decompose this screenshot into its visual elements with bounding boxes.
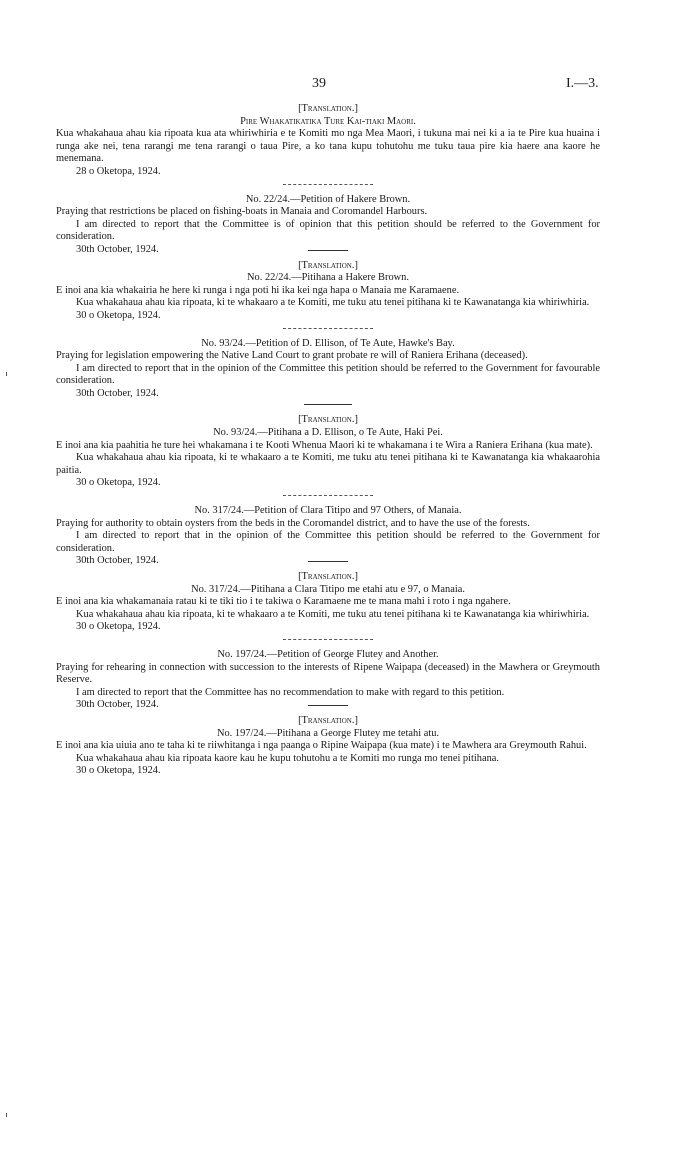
section-divider [283,495,373,496]
petition-prayer: E inoi ana kia whakamanaia ratau ki te tiki tio i te takiwa o Karamaene me te mana mahi i roto i nga ngahere. [56,596,511,608]
section-petition-22-mi [56,260,600,323]
petition-report: I am directed to report that the Committee has no recommendation to make with regard to this petition. [76,686,505,698]
document-body [56,103,600,778]
translation-label: [Translation.] [298,414,358,426]
section-date: 30th October, 1924. [76,699,159,711]
page-number: 39 [312,76,326,91]
petition-prayer: E inoi ana kia uiuia ano te taha ki te riiwhitanga i nga paanga o Ripine Waipapa (kua mate) i te Mawhera ara Greymouth Rahui. [56,740,587,752]
section-date: 30th October, 1924. [76,243,159,255]
petition-report: I am directed to report that in the opinion of the Committee this petition should be referred to the Government for consideration. [56,530,600,554]
petition-report: Kua whakahaua ahau kia ripoata, ki te whakaaro a te Komiti, me tuku atu tenei pitihana ki te Kawanatanga kia whiriwhiria. [76,297,590,309]
petition-report: I am directed to report that in the opinion of the Committee this petition should be referred to the Government for favourable consideration. [56,362,600,387]
section-title: No. 22/24.—Pitihana a Hakere Brown. [247,272,409,284]
petition-report: Kua whakahaua ahau kia ripoata, ki te whakaaro a te Komiti, me tuku atu tenei pitihana ki te Kawanatanga kia whiriwhiria. [76,608,590,620]
section-divider [283,184,373,185]
section-maori-intro [56,103,600,179]
section-divider [304,404,352,405]
section-body: Kua whakahaua ahau kia ripoata kua ata whiriwhiria e te Komiti mo nga Mea Maori, i tukuna mai nei ki a ia te Pire kua huaina i runga ake nei, tena rarangi me tena rarangi o taua Pire, a ko tana kupu tohutohu me tuku taua pire kia haere ana kaore he menemana. [56,128,600,165]
translation-label: [Translation.] [298,571,358,582]
section-date: 30 o Oketopa, 1924. [76,477,161,489]
section-date: 28 o Oketopa, 1924. [76,165,161,177]
petition-prayer: Praying for legislation empowering the Native Land Court to grant probate re will of Raniera Erihana (deceased). [56,350,528,362]
petition-prayer: Praying for authority to obtain oysters from the beds in the Coromandel district, and to have the use of the forests. [56,517,530,529]
section-title: No. 317/24.—Pitihana a Clara Titipo me etahi atu e 97, o Manaia. [191,583,465,595]
section-date: 30 o Oketopa, 1924. [76,309,161,321]
petition-prayer: E inoi ana kia paahitia he ture hei whakamana i te Kooti Whenua Maori ki te whakamana i te Wira a Raniera Erihana (kua mate). [56,439,593,451]
section-petition-197-mi [56,715,600,778]
petition-report: Kua whakahaua ahau kia ripoata, ki te whakaaro a te Komiti, me tuku atu tenei pitihana ki te Kawanatanga kia whakaarohia paitia. [56,452,600,476]
section-petition-317-mi [56,571,600,634]
petition-report: I am directed to report that the Committee is of opinion that this petition should be referred to the Government for consideration. [56,218,600,243]
petition-prayer: Praying that restrictions be placed on fishing-boats in Manaia and Coromandel Harbours. [56,206,428,218]
section-petition-197-en [56,649,600,712]
section-petition-317-en [56,505,600,568]
petition-prayer: Praying for rehearing in connection with succession to the interests of Ripene Waipapa (deceased) in the Mawhera or Greymouth Reserve. [56,661,600,686]
margin-mark [6,1113,7,1117]
section-date: 30 o Oketopa, 1924. [76,765,161,777]
section-divider [283,328,373,329]
translation-label: [Translation.] [298,714,358,726]
section-date: 30th October, 1924. [76,387,159,399]
translation-label: [Translation.] [298,259,358,271]
section-divider [283,639,373,640]
section-title: No. 197/24.—Pitihana a George Flutey me tetahi atu. [216,727,439,739]
section-date: 30th October, 1924. [76,555,159,567]
margin-mark [6,372,7,376]
section-petition-93-mi [56,414,600,490]
section-title: No. 197/24.—Petition of George Flutey and Another. [217,648,439,660]
petition-report: Kua whakahaua ahau kia ripoata kaore kau he kupu tohutohu a te Komiti mo runga mo tenei pitihana. [76,752,499,764]
translation-label: [Translation.] [298,103,358,114]
petition-prayer: E inoi ana kia whakairia he here ki runga i nga poti hi ika kei nga hapa o Manaia me Karamaene. [56,284,460,296]
section-title: No. 93/24.—Pitihana a D. Ellison, o Te Aute, Haki Pei. [213,427,443,439]
paper-code: I.—3. [566,76,599,91]
section-petition-93-en [56,338,600,401]
section-title: Pire Whakatikatika Ture Kai-tiaki Maori. [240,115,416,127]
section-title: No. 317/24.—Petition of Clara Titipo and 97 Others, of Manaia. [194,505,462,517]
section-petition-22-en [56,194,600,257]
section-date: 30 o Oketopa, 1924. [76,621,161,633]
section-title: No. 93/24.—Petition of D. Ellison, of Te Aute, Hawke's Bay. [201,337,455,349]
section-title: No. 22/24.—Petition of Hakere Brown. [245,193,411,205]
